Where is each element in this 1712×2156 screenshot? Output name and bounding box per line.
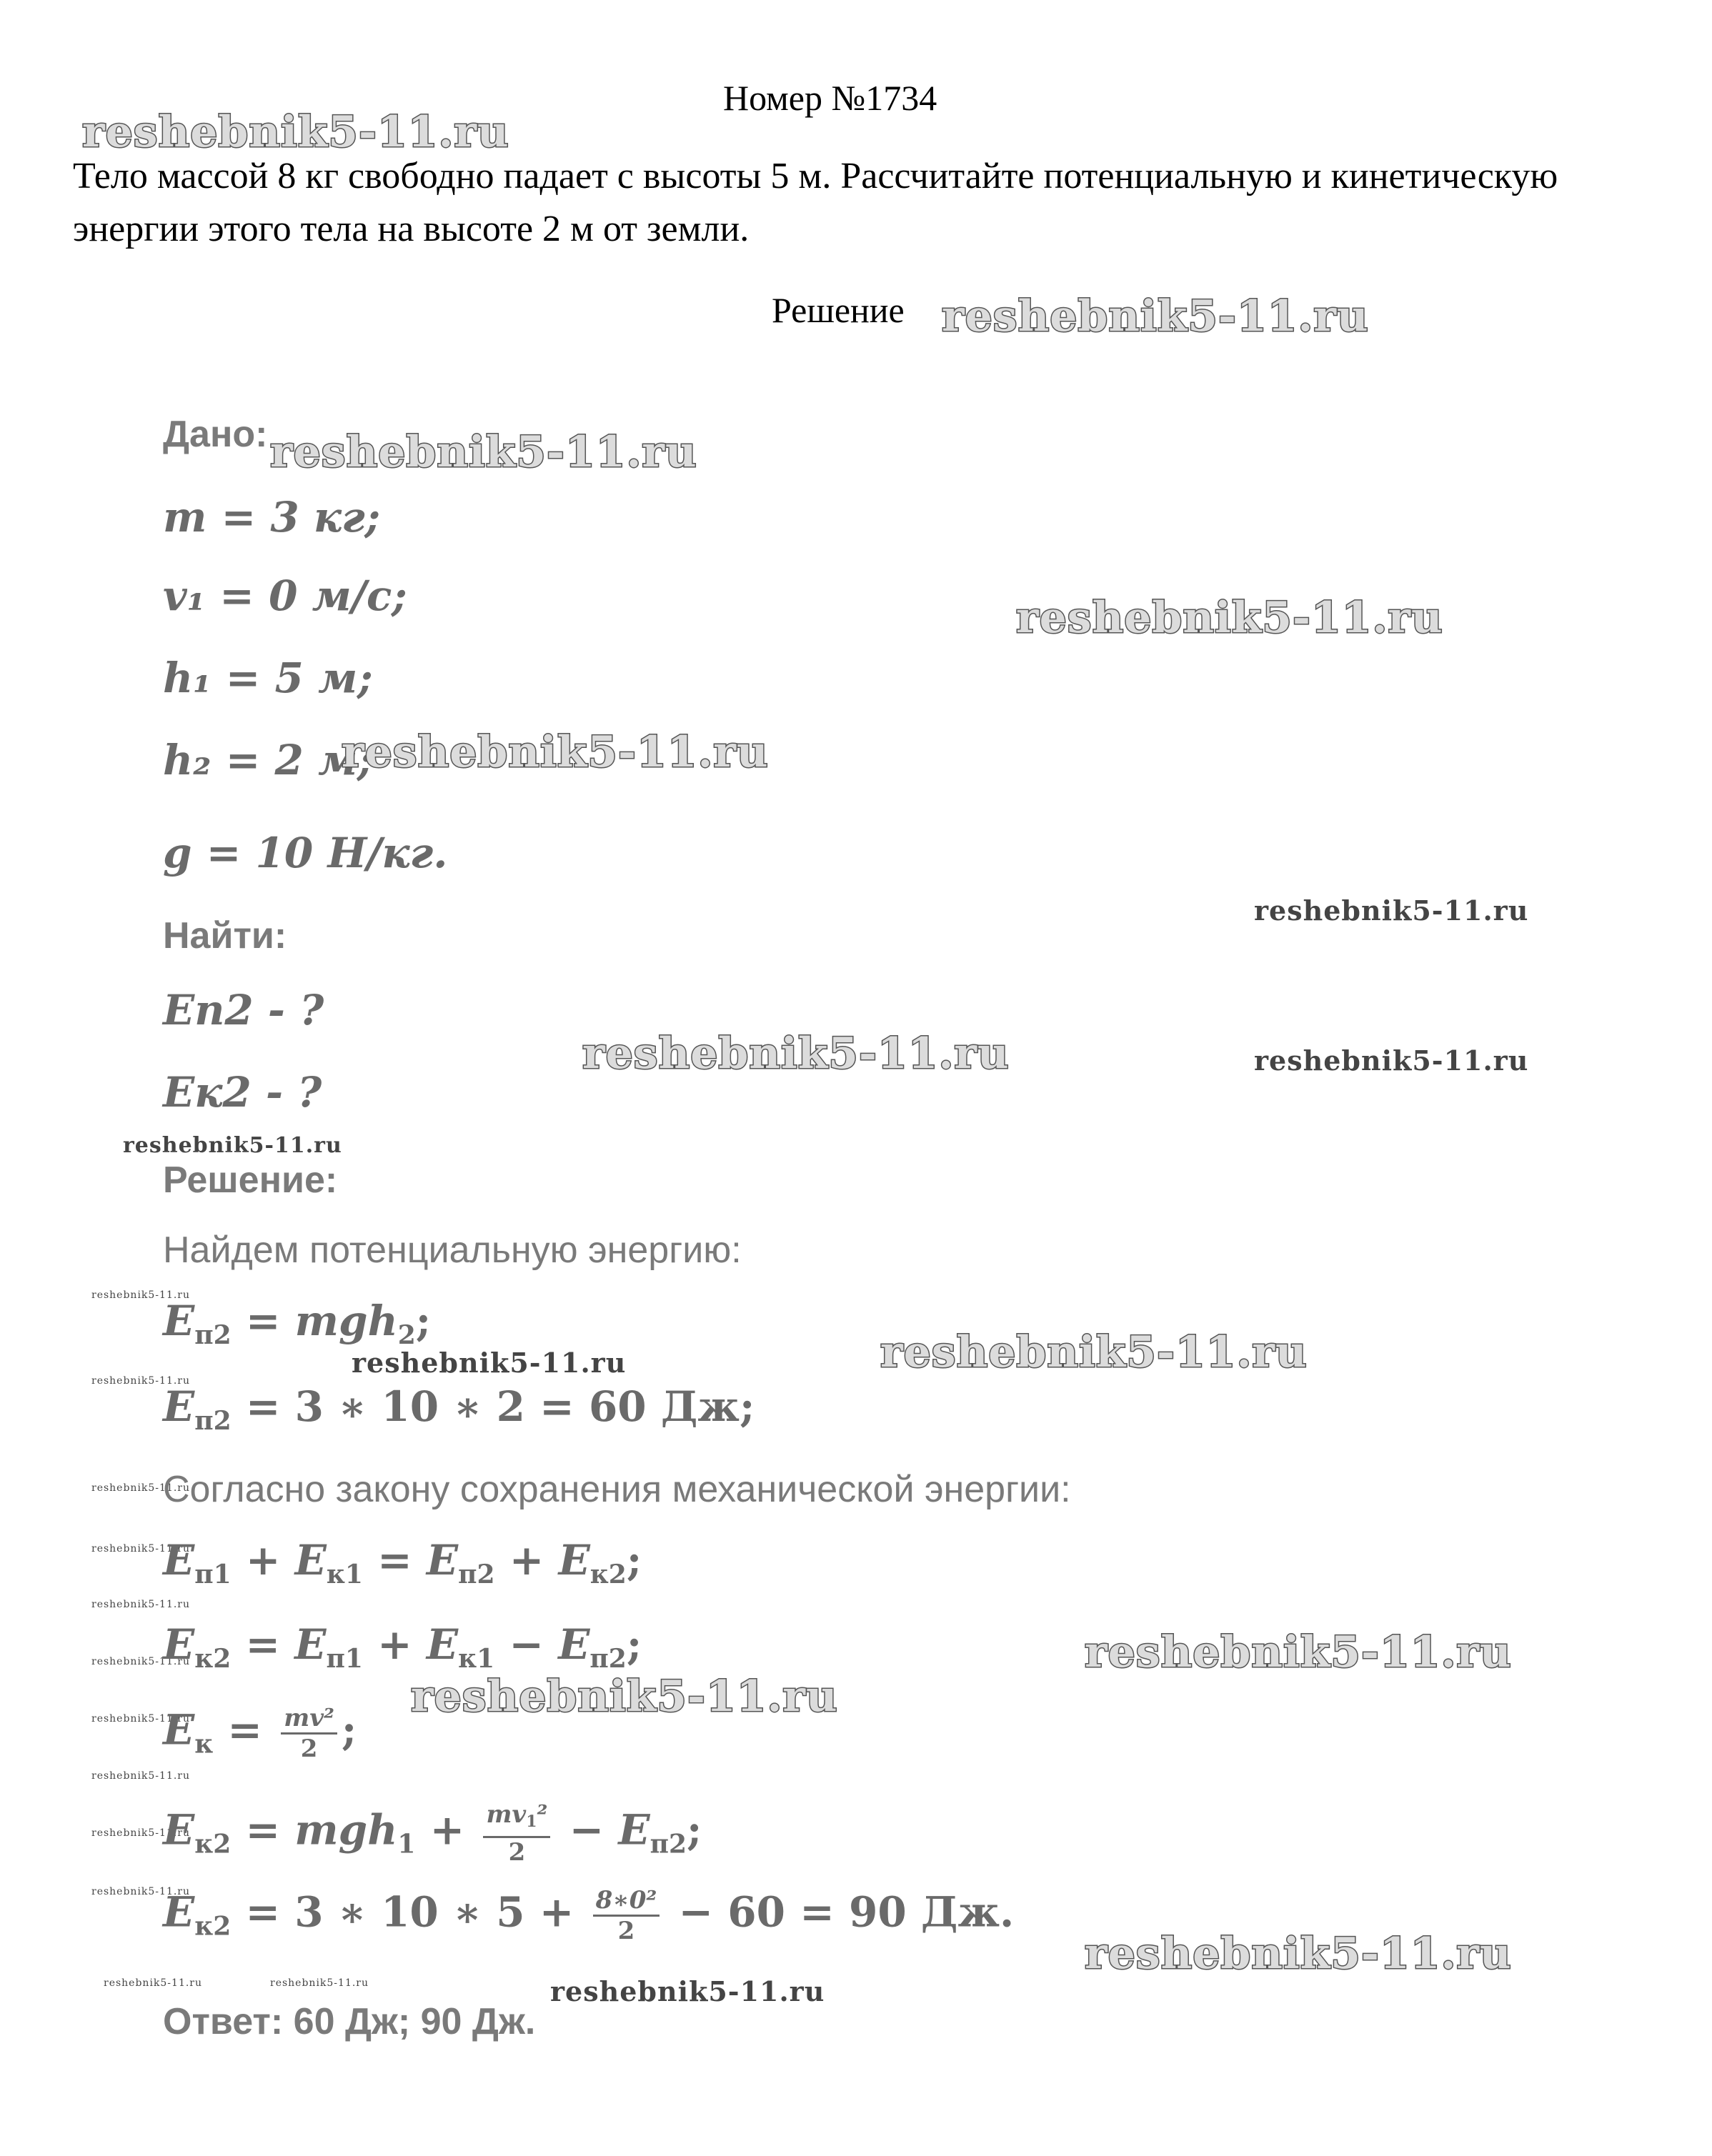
ek2-substitution: $E_{к2} = mgh_1$ + $\frac{mv_1^2}{2}$ − $E_{п2}$;	[163, 1800, 702, 1867]
watermark: reshebnik5-11.ru	[1085, 1627, 1512, 1677]
watermark: reshebnik5-11.ru	[123, 1133, 342, 1158]
watermark: reshebnik5-11.ru	[91, 1656, 191, 1667]
watermark: reshebnik5-11.ru	[91, 1827, 191, 1839]
watermark: reshebnik5-11.ru	[411, 1672, 838, 1722]
watermark: reshebnik5-11.ru	[91, 1482, 191, 1494]
kinetic-energy-formula: $E_к$ = $\frac{\text{mv²}}{2}$ ;	[163, 1704, 357, 1763]
given-h1: h₁ = 5 м;	[163, 654, 373, 702]
solution-label: Решение	[772, 290, 905, 330]
given-g: g = 10 Н/кг.	[163, 829, 448, 877]
ek2-calculation: $E_{к2} = 3$ ∗ 10 ∗ 5 + $\frac{\text{8∗0²}}{2}$ − 60 = 90 Дж.	[163, 1886, 1015, 1945]
watermark: reshebnik5-11.ru	[582, 1029, 1010, 1079]
given-heading: Дано:	[163, 414, 268, 455]
problem-number: Номер №1734	[723, 78, 937, 118]
watermark: reshebnik5-11.ru	[91, 1375, 191, 1387]
watermark: reshebnik5-11.ru	[270, 427, 697, 477]
watermark: reshebnik5-11.ru	[342, 727, 769, 777]
watermark: reshebnik5-11.ru	[1085, 1929, 1512, 1979]
solution-heading: Решение:	[163, 1159, 338, 1201]
energy-conservation-equation: $E_{п1} + E_{к1} = E_{п2} + E_{к2}$;	[163, 1536, 642, 1589]
watermark: reshebnik5-11.ru	[91, 1886, 191, 1897]
find-heading: Найти:	[163, 915, 287, 957]
watermark: reshebnik5-11.ru	[1254, 894, 1529, 927]
step2-text: Согласно закону сохранения механической энергии:	[163, 1469, 1071, 1510]
find-ep2: Eп2 - ?	[163, 986, 324, 1034]
given-mass: m = 3 кг;	[163, 493, 381, 542]
step1-formula: $E_{п2} = mgh_2$;	[163, 1297, 432, 1350]
watermark: reshebnik5-11.ru	[1254, 1044, 1529, 1077]
step1-text: Найдем потенциальную энергию:	[163, 1229, 742, 1271]
watermark: reshebnik5-11.ru	[91, 1713, 191, 1725]
watermark: reshebnik5-11.ru	[352, 1347, 627, 1379]
watermark: reshebnik5-11.ru	[91, 1770, 191, 1782]
watermark: reshebnik5-11.ru	[880, 1327, 1308, 1377]
find-ek2: Eк2 - ?	[163, 1068, 322, 1117]
given-h2: h₂ = 2 м;	[163, 736, 373, 784]
ek2-expression: $E_{к2} = E_{п1} + E_{к1} - E_{п2}$;	[163, 1620, 642, 1674]
given-v1: v₁ = 0 м/с;	[163, 572, 407, 620]
step1-calc: $E_{п2} = 3$ ∗ 10 ∗ 2 = 60 Дж;	[163, 1382, 755, 1436]
watermark: reshebnik5-11.ru	[82, 107, 509, 157]
watermark: reshebnik5-11.ru	[270, 1977, 369, 1989]
problem-statement: Тело массой 8 кг свободно падает с высоты 5 м. Рассчитайте потенциальную и кинетическую энергии этого тела на высоте 2 м от земли.	[73, 156, 1558, 249]
watermark: reshebnik5-11.ru	[550, 1975, 825, 2007]
watermark: reshebnik5-11.ru	[91, 1599, 191, 1610]
watermark: reshebnik5-11.ru	[91, 1543, 191, 1554]
watermark: reshebnik5-11.ru	[942, 291, 1369, 341]
watermark: reshebnik5-11.ru	[91, 1289, 191, 1301]
watermark: reshebnik5-11.ru	[1016, 593, 1443, 643]
answer: Ответ: 60 Дж; 90 Дж.	[163, 2001, 536, 2042]
watermark: reshebnik5-11.ru	[104, 1977, 203, 1989]
